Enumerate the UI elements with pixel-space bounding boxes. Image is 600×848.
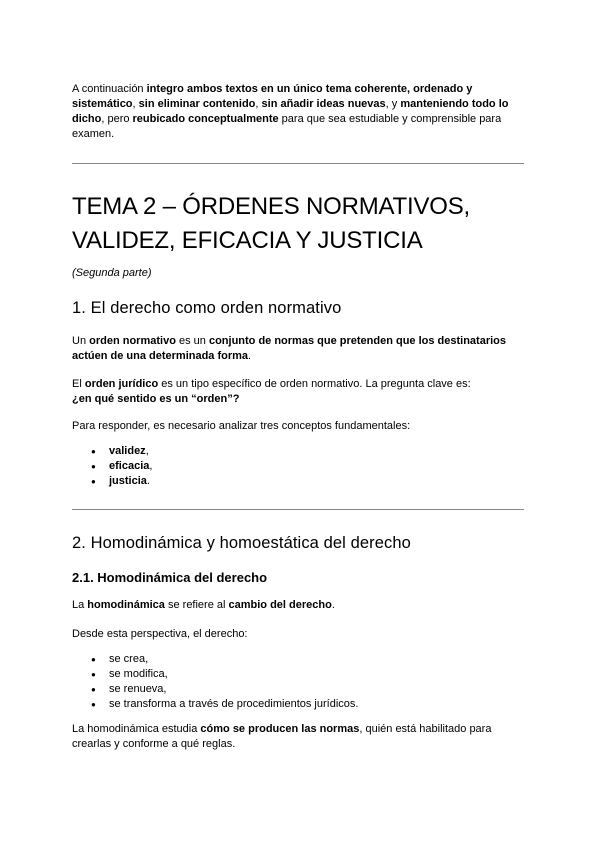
section-2-1-heading: 2.1. Homodinámica del derecho bbox=[72, 570, 268, 585]
intro-text: para que sea estudiable y comprensible para examen. bbox=[72, 113, 502, 140]
text: , bbox=[145, 445, 149, 457]
text: , bbox=[149, 460, 153, 472]
concepts-list bbox=[72, 444, 524, 489]
divider bbox=[72, 163, 524, 164]
list-item: ● se modifica, bbox=[72, 667, 524, 682]
bold-text: ¿en qué sentido es un “orden”? bbox=[72, 393, 240, 405]
list-item bbox=[72, 459, 524, 474]
text: , quién está habilitado para crearlas y conforme a qué reglas. bbox=[72, 723, 492, 750]
bold-text: orden normativo bbox=[89, 335, 176, 347]
text: La homodinámica estudia bbox=[72, 723, 201, 735]
text: . bbox=[146, 475, 150, 487]
section-1-paragraph-1 bbox=[72, 334, 524, 364]
list-item: ● se transforma a través de procedimientos jurídicos. bbox=[72, 697, 524, 712]
list-item: ● se renueva, bbox=[72, 682, 524, 697]
document-title: TEMA 2 – ÓRDENES NORMATIVOS, VALIDEZ, EFICACIA Y JUSTICIA bbox=[72, 193, 471, 254]
intro-text: , y bbox=[385, 98, 401, 110]
intro-bold: reubicado conceptualmente bbox=[132, 113, 279, 125]
intro-text: , bbox=[255, 98, 262, 110]
bold-text: justicia bbox=[109, 475, 147, 487]
intro-bold: sin eliminar contenido bbox=[138, 98, 256, 110]
intro-text: , bbox=[132, 98, 139, 110]
change-list bbox=[72, 652, 524, 712]
section-2-heading: 2. Homodinámica y homoestática del derecho bbox=[72, 534, 411, 552]
section-1-paragraph-2 bbox=[72, 377, 524, 407]
bold-text: conjunto de normas que pretenden que los destinatarios actúen de una determinada forma bbox=[72, 335, 506, 362]
bold-text: validez bbox=[109, 445, 146, 457]
intro-bold: integro ambos textos en un único tema coherente, ordenado y sistemático bbox=[72, 83, 473, 110]
subtitle: (Segunda parte) bbox=[72, 267, 152, 279]
text: Un bbox=[72, 335, 90, 347]
intro-paragraph bbox=[72, 82, 524, 142]
bold-text: eficacia bbox=[109, 460, 150, 472]
intro-text: , pero bbox=[101, 113, 133, 125]
bold-text: cómo se producen las normas bbox=[200, 723, 360, 735]
section-2-paragraph-2: Desde esta perspectiva, el derecho: bbox=[72, 628, 248, 640]
list-item: ● se crea, bbox=[72, 652, 524, 667]
text: es un bbox=[175, 335, 209, 347]
intro-bold: manteniendo todo lo dicho bbox=[72, 98, 509, 125]
section-1-heading: 1. El derecho como orden normativo bbox=[72, 299, 342, 317]
bold-text: homodinámica bbox=[87, 599, 165, 611]
text: . bbox=[331, 599, 335, 611]
bold-text: orden jurídico bbox=[84, 378, 159, 390]
section-2-paragraph-3 bbox=[72, 722, 524, 752]
section-2-paragraph-1 bbox=[72, 598, 524, 613]
intro-bold: sin añadir ideas nuevas bbox=[261, 98, 386, 110]
text: El bbox=[72, 378, 85, 390]
bold-text: cambio del derecho bbox=[228, 599, 332, 611]
text: La bbox=[72, 599, 88, 611]
text: se refiere al bbox=[164, 599, 229, 611]
divider bbox=[72, 509, 524, 510]
list-item bbox=[72, 444, 524, 459]
intro-text: A continuación bbox=[72, 83, 147, 95]
section-1-paragraph-3: Para responder, es necesario analizar tres conceptos fundamentales: bbox=[72, 420, 411, 432]
list-item bbox=[72, 474, 524, 489]
text: . bbox=[248, 350, 252, 362]
text: es un tipo específico de orden normativo. La pregunta clave es: bbox=[158, 378, 471, 390]
